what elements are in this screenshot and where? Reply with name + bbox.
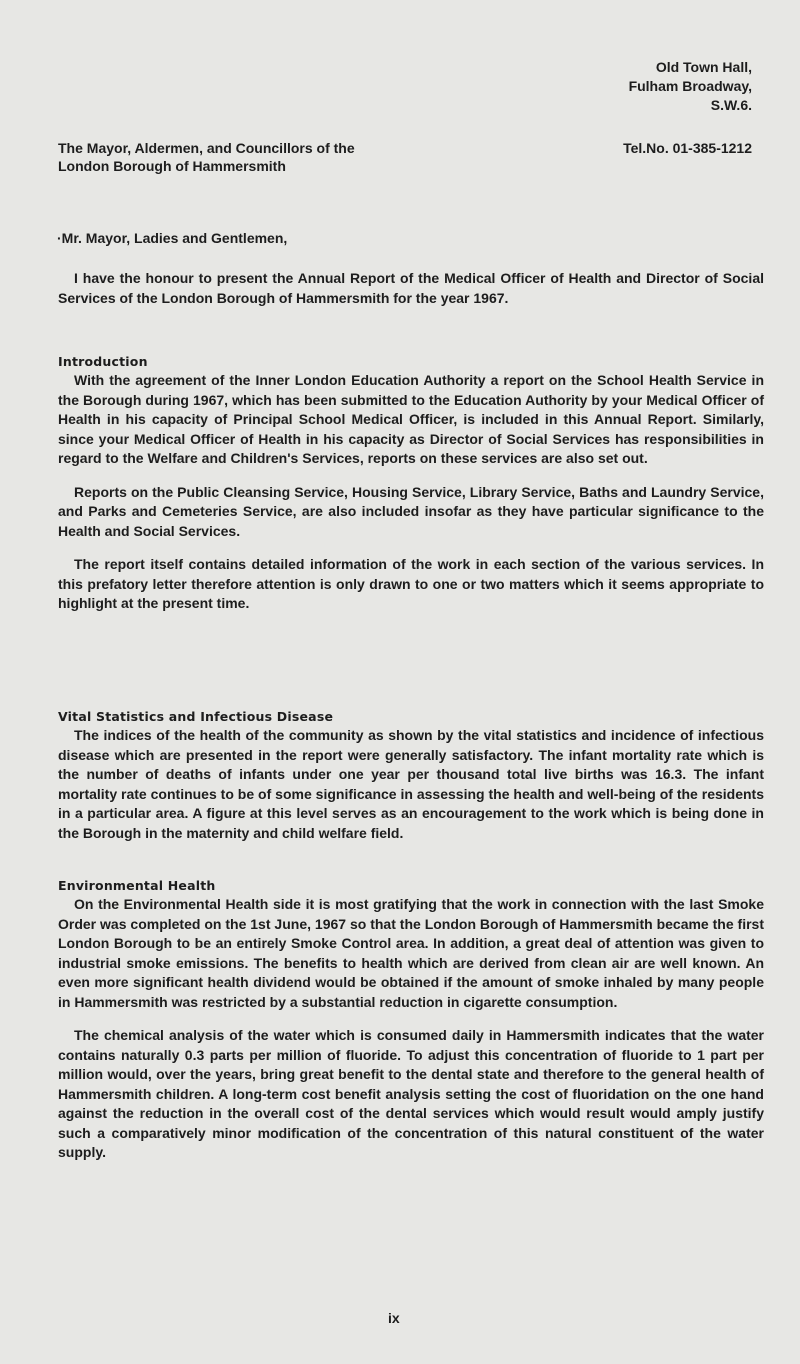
opening-paragraph: I have the honour to present the Annual Report of the Medical Officer of Health and Director of Social Services of the London Borough of Hammersmith for the year 1967. (58, 270, 764, 306)
introduction-section (58, 353, 764, 614)
telephone-number: Tel.No. 01-385-1212 (623, 140, 752, 156)
sender-address (629, 58, 752, 115)
address-line: Fulham Broadway, (628, 78, 752, 94)
paragraph: The chemical analysis of the water which is consumed daily in Hammersmith indicates that the water contains naturally 0.3 parts per million of fluoride. To adjust this concentration of fluoride to 1 part per million would, over the years, bring great benefit to the dental state and therefore to the general health of Hammersmith children. A long-term cost benefit analysis setting the cost of fluoridation on the one hand against the reduction in the overall cost of the dental services which would result would amply justify such a comparatively minor modification of the concentration of this natural constituent of the water supply. (58, 1027, 764, 1160)
paragraph: On the Environmental Health side it is most gratifying that the work in connection with the last Smoke Order was completed on the 1st June, 1967 so that the London Borough of Hammersmith became the first London Borough to be an entirely Smoke Control area. In addition, a great deal of attention was given to industrial smoke emissions. The benefits to health which are derived from clean air are well known. An even more significant health dividend would be obtained if the amount of smoke inhaled by many people in Hammersmith was restricted by a substantial reduction in cigarette consumption. (58, 896, 764, 1010)
address-line: S.W.6. (710, 97, 752, 113)
environmental-health-section (58, 877, 764, 1163)
paragraph: With the agreement of the Inner London Education Authority a report on the School Health Service in the Borough during 1967, which has been submitted to the Education Authority by your Medical Officer of Health in his capacity of Principal School Medical Officer, is included in this Annual Report. Similarly, since your Medical Officer of Health in his capacity as Director of Social Services has responsibilities in regard to the Welfare and Children's Services, reports on these services are also set out. (58, 372, 764, 466)
paragraph: Reports on the Public Cleansing Service, Housing Service, Library Service, Baths and Laundry Service, and Parks and Cemeteries Service, are also included insofar as they have particular significance to the Health and Social Services. (58, 483, 764, 539)
address-line: Old Town Hall, (655, 59, 752, 75)
page-number: ix (388, 1310, 400, 1326)
section-heading: Vital Statistics and Infectious Disease (58, 709, 334, 724)
recipient-line: London Borough of Hammersmith (58, 158, 286, 174)
vital-statistics-section (58, 708, 764, 843)
section-heading: Environmental Health (58, 878, 216, 893)
paragraph: The report itself contains detailed information of the work in each section of the various services. In this prefatory letter therefore attention is only drawn to one or two matters which it seems appropriate to highlight at the present time. (58, 556, 764, 611)
salutation: ·Mr. Mayor, Ladies and Gentlemen, (57, 230, 288, 246)
paragraph: The indices of the health of the community as shown by the vital statistics and incidence of infectious disease which are presented in the report were generally satisfactory. The infant mortality rate which is the number of deaths of infants under one year per thousand total live births was 16.3. The infant mortality rate continues to be of some significance in assessing the health and well-being of the residents in a particular area. A figure at this level serves as an encouragement to the work which is being done in the Borough in the maternity and child welfare field. (58, 727, 764, 841)
recipient-line: The Mayor, Aldermen, and Councillors of the (58, 140, 355, 156)
section-heading: Introduction (58, 354, 148, 369)
recipient-block (58, 139, 355, 175)
